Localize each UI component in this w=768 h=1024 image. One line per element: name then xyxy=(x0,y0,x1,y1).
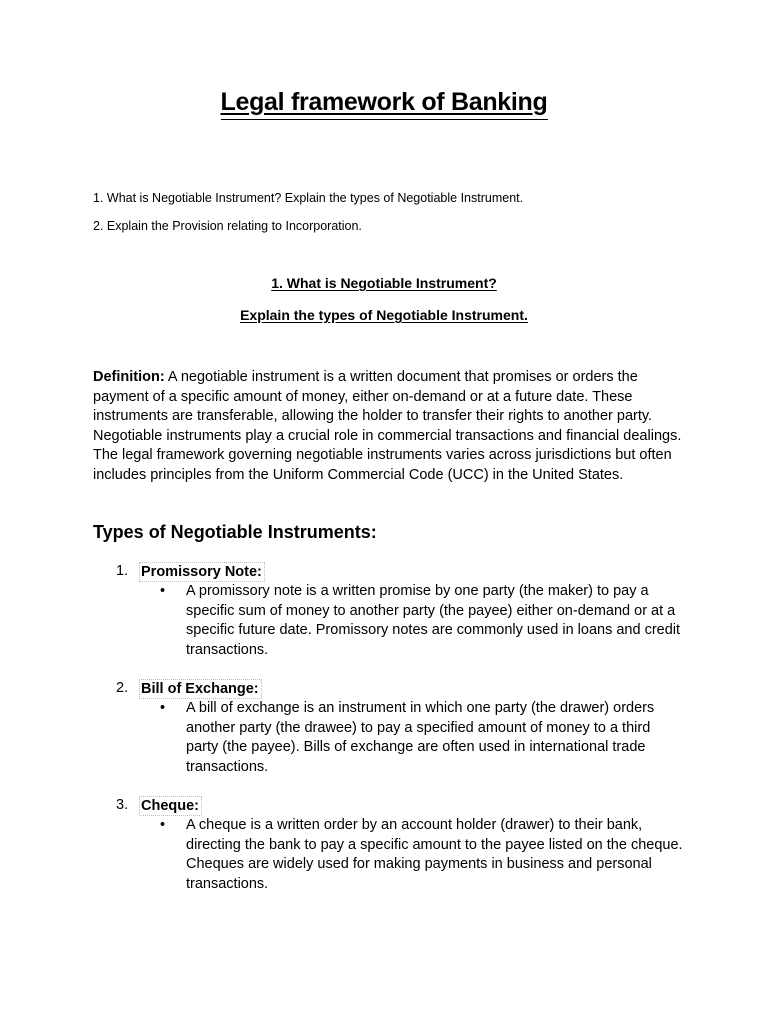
question-2: 2. Explain the Provision relating to Incorporation. xyxy=(93,219,362,233)
list-item-label: Promissory Note: xyxy=(139,562,265,582)
list-item-number: 3. xyxy=(116,797,129,813)
list-item-number: 1. xyxy=(116,563,129,579)
list-item-text: A cheque is a written order by an account holder (drawer) to their bank, directing the bank to pay a specific amount to the payee listed on the cheque. Cheques are widely used for making payments in business and personal transactions. xyxy=(186,817,683,892)
list-item-label: Bill of Exchange: xyxy=(139,679,262,699)
list-item-text: A bill of exchange is an instrument in which one party (the drawer) orders another party (the drawee) to pay a specified amount of money to a third party (the payee). Bills of exchange are often used in international trade transactions. xyxy=(186,700,655,775)
definition-label: Definition: xyxy=(93,369,165,385)
document-title-container xyxy=(0,88,768,120)
list-item-text: A promissory note is a written promise by one party (the maker) to pay a specific sum of money to another party (the payee) either on-demand or at a specific future date. Promissory notes are commonly used in loans and credit transactions. xyxy=(186,583,681,658)
types-heading: Types of Negotiable Instruments: xyxy=(93,522,377,542)
section-heading-types: Explain the types of Negotiable Instrument. xyxy=(240,307,528,323)
definition-paragraph xyxy=(93,368,683,485)
bullet-icon: • xyxy=(160,583,166,599)
document-title: Legal framework of Banking xyxy=(221,88,548,120)
definition-text: A negotiable instrument is a written document that promises or orders the payment of a specific amount of money, either on-demand or at a future date. These instruments are transferable, allowing the holder to transfer their rights to another party. Negotiable instruments play a crucial role in commercial transactions and financial dealings. The legal framework governing negotiable instruments varies across jurisdictions but often includes principles from the Uniform Commercial Code (UCC) in the United States. xyxy=(93,369,682,483)
list-item-label: Cheque: xyxy=(139,796,202,816)
list-item-number: 2. xyxy=(116,680,129,696)
bullet-icon: • xyxy=(160,700,166,716)
section-heading-question: 1. What is Negotiable Instrument? xyxy=(271,275,497,291)
bullet-icon: • xyxy=(160,817,166,833)
question-1: 1. What is Negotiable Instrument? Explain the types of Negotiable Instrument. xyxy=(93,191,524,205)
